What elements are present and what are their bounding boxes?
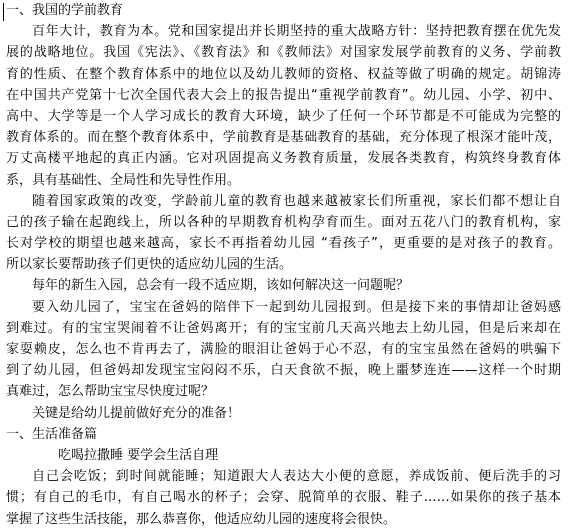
body-line: 每年的新生入园，总会有一段不适应期，该如何解决这一问题呢？: [32, 278, 410, 294]
body-line: 己的孩子输在起跑线上，所以各种的早期教育机构孕育而生。面对五花八门的教育机构，家: [6, 214, 561, 230]
section-heading: 一、我国的学前教育: [6, 3, 124, 18]
subsection-title: 吃喝拉撒睡 要学会生活自理: [58, 447, 219, 463]
body-line: 真难过，怎么帮助宝宝尽快度过呢？: [6, 384, 215, 400]
body-line: 要入幼儿园了，宝宝在爸妈的陪伴下一起到幼儿园报到。但是接下来的事情却让爸妈感: [32, 299, 561, 315]
body-line: 到了幼儿园，但爸妈却发现宝宝闷闷不乐，白天食欲不振，晚上噩梦连连——这样一个时期: [6, 363, 561, 379]
text-cursor: [3, 3, 4, 21]
document-body: [6, 0, 561, 530]
body-line: 教育体系的。而在整个教育体系中，学前教育是基础教育的基础，充分体现了根深才能叶茂，: [6, 130, 561, 146]
body-line: 自己会吃饭；到时间就能睡；知道跟大人表达大小便的意愿，养成饭前、便后洗手的习: [32, 469, 561, 485]
body-line: 展的战略地位。我国《宪法》、《教育法》和《教师法》对国家发展学前教育的义务、学前教: [6, 45, 561, 61]
section-subheading: 一、生活准备篇: [6, 426, 98, 442]
body-line: 百年大计，教育为本。党和国家提出并长期坚持的重大战略方针：坚持把教育摆在优先发: [32, 24, 561, 40]
body-line: 高中、大学等是一个人学习成长的教育大环境，缺少了任何一个环节都是不可能成为完整的: [6, 108, 561, 124]
body-line: 所以家长要帮助孩子们更快的适应幼儿园的生活。: [6, 257, 293, 273]
body-line: 长对学校的期望也越来越高，家长不再指着幼儿园 “看孩子”，更重要的是对孩子的教育。: [6, 236, 561, 252]
body-line: 掌握了这些生活技能，那么恭喜你，他适应幼儿园的速度将会很快。: [6, 511, 397, 527]
body-line: 在中国共产党第十七次全国代表大会上的报告提出“重视学前教育”。幼儿园、小学、初中、: [6, 87, 561, 103]
body-line: 关键是给幼儿提前做好充分的准备！: [32, 405, 241, 421]
body-line: 万丈高楼平地起的真正内涵。它对巩固提高义务教育质量，发展各类教育，构筑终身教育体: [6, 151, 561, 167]
body-line: 系，具有基础性、全局性和先导性作用。: [6, 172, 241, 188]
body-line: 家耍赖皮，怎么也不肯再去了，满脸的眼泪让爸妈于心不忍，有的宝宝虽然在爸妈的哄骗下: [6, 342, 561, 357]
body-line: 随着国家政策的改变，学龄前儿童的教育也越来越被家长们所重视，家长们都不想让自: [32, 193, 561, 209]
body-line: 育的性质、在整个教育体系中的地位以及幼儿教师的资格、权益等做了明确的规定。胡锦涛: [6, 66, 561, 82]
body-line: 到难过。有的宝宝哭闹着不让爸妈离开；有的宝宝前几天高兴地去上幼儿园，但是后来却在: [6, 320, 561, 336]
body-line: 惯；有自己的毛巾，有自己喝水的杯子；会穿、脱简单的衣服、鞋子……如果你的孩子基本: [6, 490, 561, 506]
